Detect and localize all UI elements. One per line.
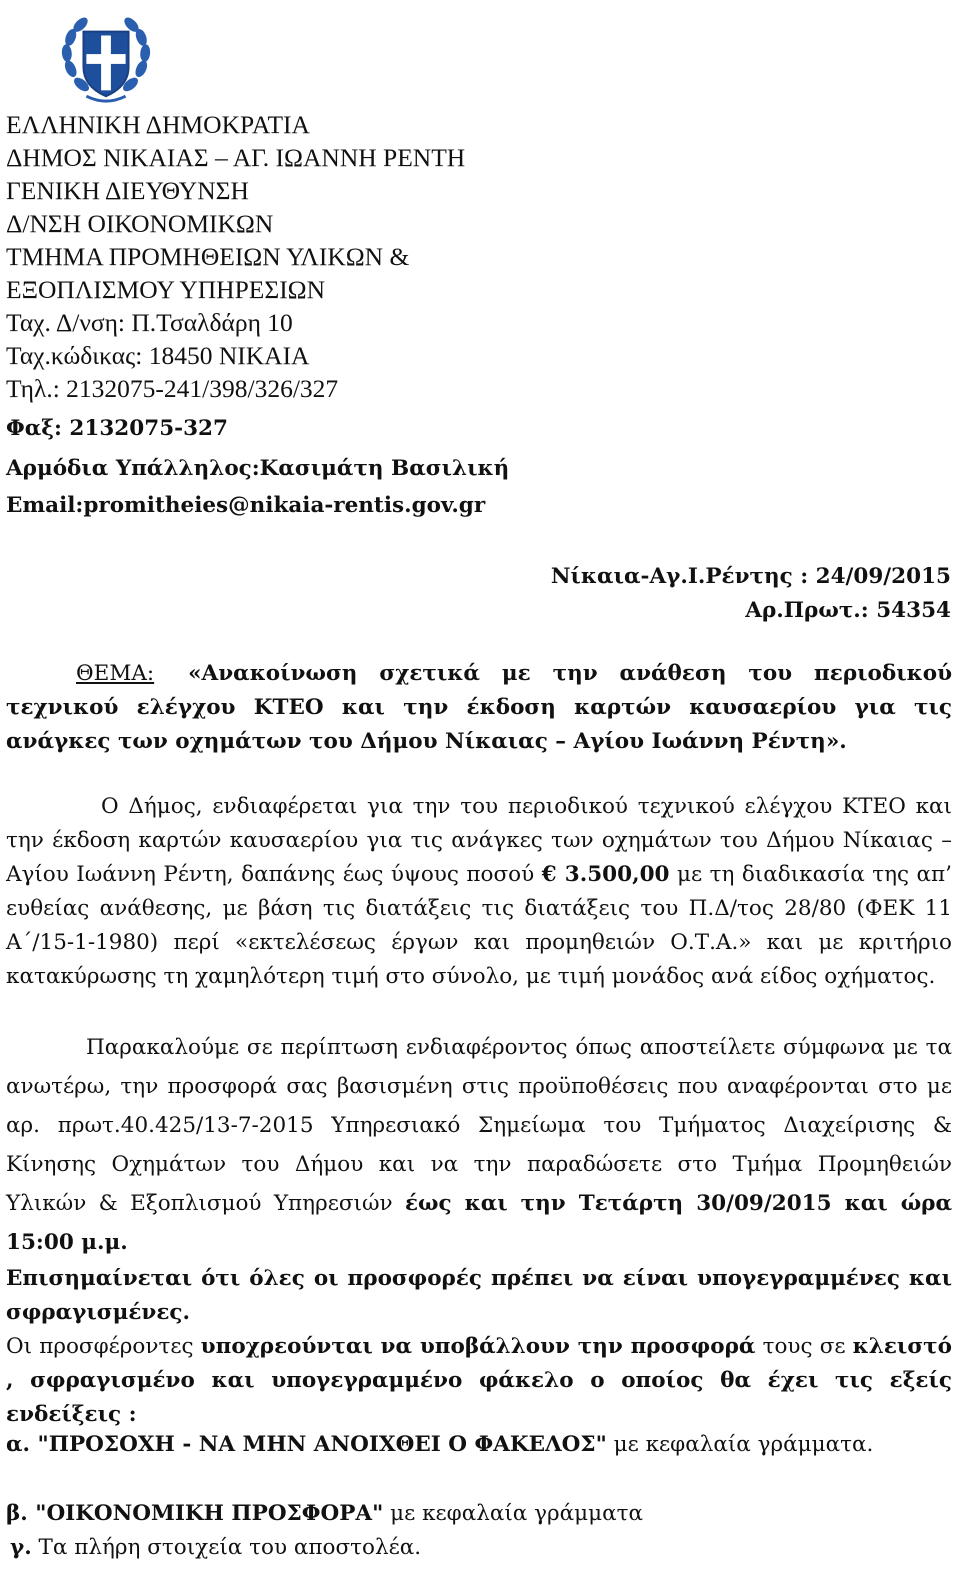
paragraph-4-bold-2: κλειστό , σφραγισμένο και υπογεγραμμένο φάκελο ο οποίος θα έχει τις εξείς ενδείξεις : — [6, 1334, 952, 1427]
list-item — [6, 1428, 952, 1462]
sender-block — [6, 108, 465, 405]
header-line: Δ/ΝΣΗ ΟΙΚΟΝΟΜΙΚΩΝ — [6, 209, 274, 238]
header-line: Ταχ. Δ/νση: Π.Τσαλδάρη 10 — [6, 308, 293, 337]
header-line: ΕΞΟΠΛΙΣΜΟΥ ΥΠΗΡΕΣΙΩΝ — [6, 275, 326, 304]
header-line: Ταχ.κώδικας: 18450 ΝΙΚΑΙΑ — [6, 341, 310, 370]
list-item — [6, 1497, 643, 1531]
paragraph-1 — [6, 790, 952, 994]
paragraph-4 — [6, 1330, 952, 1432]
paragraph-2 — [6, 1028, 952, 1262]
subject — [6, 657, 952, 759]
item-c-text: Τα πλήρη στοιχεία του αποστολέα. — [38, 1535, 422, 1560]
item-a-label: α. "ΠΡΟΣΟΧΗ - ΝΑ ΜΗΝ ΑΝΟΙΧΘΕΙ Ο ΦΑΚΕΛΟΣ" — [6, 1432, 607, 1457]
paragraph-3: Επισημαίνεται ότι όλες οι προσφορές πρέπει να είναι υπογεγραμμένες και σφραγισμένες. — [6, 1266, 952, 1325]
item-b-label: β. "ΟΙΚΟΝΟΜΙΚΗ ΠΡΟΣΦΟΡΑ" — [6, 1501, 384, 1526]
item-b-text: με κεφαλαία γράμματα — [390, 1501, 644, 1526]
email-line: Email:promitheies@nikaia-rentis.gov.gr — [6, 493, 486, 518]
header-line: ΕΛΛΗΝΙΚΗ ΔΗΜΟΚΡΑΤΙΑ — [6, 110, 310, 139]
header-line: Τηλ.: 2132075-241/398/326/327 — [6, 374, 339, 403]
item-c-label: γ. — [10, 1535, 32, 1560]
header-line: ΓΕΝΙΚΗ ΔΙΕΥΘΥΝΣΗ — [6, 176, 249, 205]
list-item — [10, 1531, 421, 1565]
officer-line: Αρμόδια Υπάλληλος:Κασιμάτη Βασιλική — [6, 456, 510, 481]
paragraph-2-text: Παρακαλούμε σε περίπτωση ενδιαφέροντος όπως αποστείλετε σύμφωνα με τα ανωτέρω, την προσφορά σας βασισμένη στις προϋποθέσεις που αναφέρονται στο με αρ. πρωτ.40.425/13-7-2015 Υπηρεσιακό Σημείωμα του Τμήματος Διαχείρισης & Κίνησης Οχημάτων του Δήμου και να την παραδώσετε στο Τμήμα Προμηθειών Υλικών & Εξοπλισμού Υπηρεσιών — [6, 1035, 952, 1216]
deadline: έως και την Τετάρτη 30/09/2015 και ώρα 15:00 μ.μ. — [6, 1191, 953, 1255]
place-date: Νίκαια-Αγ.Ι.Ρέντης : 24/09/2015 — [550, 564, 951, 589]
paragraph-1-text-rest: με τη διαδικασία της απ’ ευθείας ανάθεσης, με βάση τις διατάξεις τις διατάξεις του Π.Δ/τος 28/80 (ΦΕΚ 11 Α΄/15-1-1980) περί «εκτελέσεως έργων και προμηθειών Ο.Τ.Α.» και με κριτήριο κατακύρωσης τη χαμηλότερη τιμή στο σύνολο, με τιμή μονάδος ανά είδος οχήματος. — [6, 862, 952, 989]
header-line: ΤΜΗΜΑ ΠΡΟΜΗΘΕΙΩΝ ΥΛΙΚΩΝ & — [6, 242, 410, 271]
fax-line: Φαξ: 2132075-327 — [6, 416, 228, 441]
paragraph-4-bold: υποχρεούνται να υποβάλλουν την προσφορά — [200, 1334, 756, 1359]
greek-coat-of-arms-icon — [57, 10, 155, 108]
paragraph-4-middle: τους σε — [762, 1334, 846, 1359]
subject-label: ΘΕΜΑ: — [76, 661, 155, 686]
protocol-number: Αρ.Πρωτ.: 54354 — [745, 598, 951, 623]
subject-text: «Ανακοίνωση σχετικά με την ανάθεση του περιοδικού τεχνικού ελέγχου ΚΤΕΟ και την έκδοση καρτών καυσαερίου για τις ανάγκες των οχημάτων του Δήμου Νίκαιας – Αγίου Ιωάννη Ρέντη». — [6, 661, 952, 754]
amount: € 3.500,00 — [541, 862, 670, 887]
header-line: ΔΗΜΟΣ ΝΙΚΑΙΑΣ – ΑΓ. ΙΩΑΝΝΗ ΡΕΝΤΗ — [6, 143, 466, 172]
item-a-text: με κεφαλαία γράμματα. — [613, 1432, 874, 1457]
paragraph-1-text: Ο Δήμος, ενδιαφέρεται για την του περιοδικού τεχνικού ελέγχου ΚΤΕΟ και την έκδοση καρτών καυσαερίου για τις ανάγκες των οχημάτων του Δήμου Νίκαιας – Αγίου Ιωάννη Ρέντη, δαπάνης έως ύψους ποσού — [6, 794, 952, 887]
paragraph-4-text: Οι προσφέροντες — [6, 1334, 194, 1359]
